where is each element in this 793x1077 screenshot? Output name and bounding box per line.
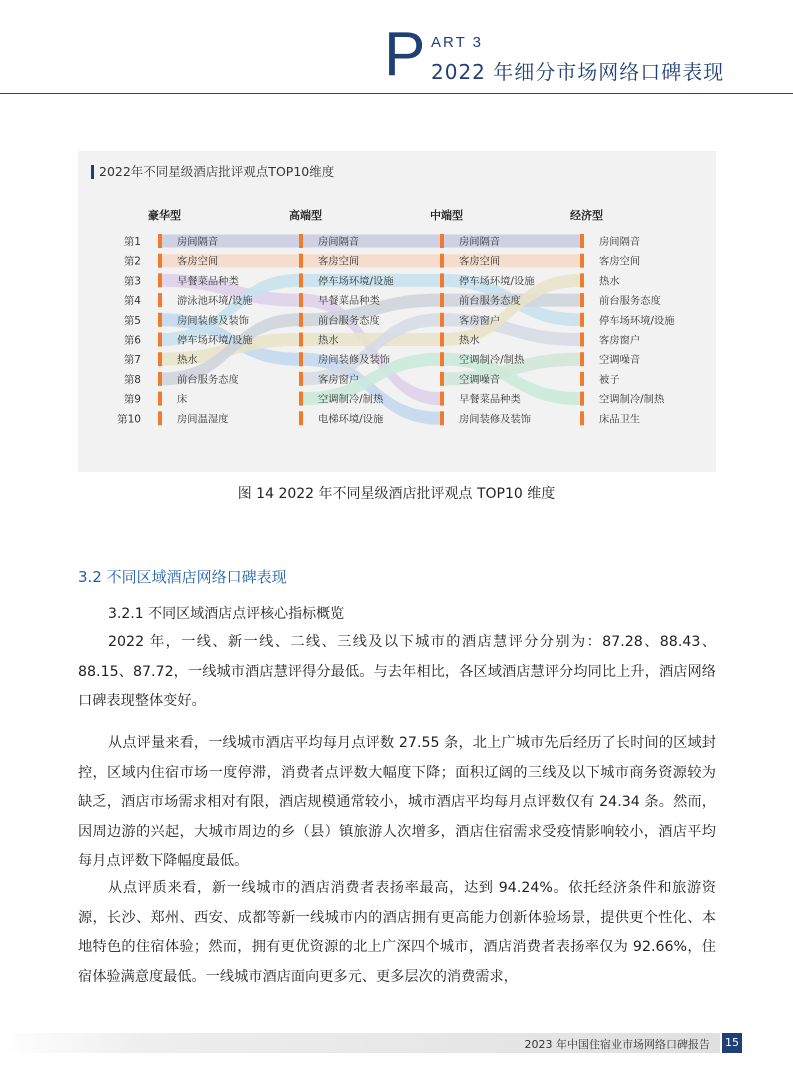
item-label: 房间隔音 [318,236,360,248]
rank-marker [158,333,162,347]
item-label: 停车场环境/设施 [177,334,253,347]
rank-marker [299,411,303,425]
ranking-flow-chart [0,0,793,480]
body-paragraph-1: 2022 年，一线、新一线、二线、三线及以下城市的酒店慧评分分别为：87.28、88.43、88.15、87.72，一线城市酒店慧评得分最低。与去年相比，各区域酒店慧评分均同比上升，酒店网络口碑表现整体变好。 [78,634,716,709]
item-label: 热水 [318,334,339,347]
item-label: 房间隔音 [177,236,219,248]
column-header: 豪华型 [148,209,181,222]
part-letter: P [384,20,426,89]
rank-marker [158,313,162,327]
rank-marker [580,254,584,268]
column-header: 高端型 [289,209,322,222]
page-number: 15 [722,1033,742,1053]
rank-marker [580,333,584,347]
rank-marker [580,234,584,248]
item-label: 空调噪音 [459,373,501,386]
body-paragraph-3: 从点评质来看，新一线城市的酒店消费者表扬率最高，达到 94.24%。依托经济条件和旅游资源，长沙、郑州、西安、成都等新一线城市内的酒店拥有更高能力创新体验场景，提供更个性化、本地特色的住宿体验；然而，拥有更优资源的北上广深四个城市，酒店消费者表扬率仅为 92.66%，住宿体验满意度最低。一线城市酒店面向更多元、更多层次的消费需求， [78,880,716,985]
rank-label: 第7 [123,354,141,367]
rank-label: 第1 [123,236,141,248]
section-heading: 3.2 不同区域酒店网络口碑表现 [78,568,287,586]
rank-marker [440,273,444,287]
item-label: 空调制冷/制热 [459,354,525,367]
rank-marker [299,234,303,248]
item-label: 客房空间 [318,255,360,268]
item-label: 停车场环境/设施 [459,275,535,288]
item-label: 房间装修及装饰 [177,314,250,327]
rank-marker [440,293,444,307]
item-label: 空调制冷/制热 [318,393,384,406]
rank-marker [440,372,444,386]
rank-marker [299,352,303,366]
item-label: 早餐菜品种类 [318,295,380,308]
rank-marker [440,333,444,347]
rank-label: 第2 [123,255,141,268]
item-label: 房间装修及装饰 [459,413,532,426]
rank-marker [440,234,444,248]
rank-marker [158,254,162,268]
rank-marker [580,273,584,287]
footer-report-title: 2023 年中国住宿业市场网络口碑报告 [524,1038,710,1051]
rank-marker [580,372,584,386]
item-label: 客房空间 [459,255,501,268]
part-label: ART 3 [431,34,483,51]
rank-marker [299,372,303,386]
rank-label: 第4 [123,295,141,308]
rank-marker [299,333,303,347]
rank-marker [158,234,162,248]
rank-marker [158,392,162,406]
item-label: 前台服务态度 [599,295,661,308]
item-label: 停车场环境/设施 [318,275,394,288]
rank-marker [158,352,162,366]
item-label: 被子 [599,373,620,386]
figure-caption: 图 14 2022 年不同星级酒店批评观点 TOP10 维度 [237,486,556,502]
rank-label: 第9 [123,393,141,406]
item-label: 客房窗户 [318,373,360,386]
item-label: 早餐菜品种类 [459,393,521,406]
rank-marker [580,392,584,406]
rank-marker [440,392,444,406]
rank-marker [580,293,584,307]
rank-marker [440,411,444,425]
item-label: 热水 [177,354,198,367]
rank-marker [158,372,162,386]
rank-label: 第6 [123,334,141,347]
item-label: 前台服务态度 [177,373,239,386]
rank-marker [158,273,162,287]
rank-marker [440,352,444,366]
item-label: 电梯环境/设施 [318,413,384,426]
item-label: 客房窗户 [459,314,501,327]
rank-label: 第5 [123,314,141,327]
rank-marker [299,273,303,287]
rank-marker [299,313,303,327]
item-label: 客房空间 [177,255,219,268]
item-label: 房间隔音 [459,236,501,248]
item-label: 房间装修及装饰 [318,354,391,367]
rank-label: 第8 [123,373,141,386]
rank-marker [299,392,303,406]
figure-inner-title: 2022年不同星级酒店批评观点TOP10维度 [91,165,334,179]
item-label: 床品卫生 [599,413,641,426]
rank-marker [158,293,162,307]
item-label: 客房窗户 [599,334,641,347]
item-label: 游泳池环境/设施 [177,295,253,308]
item-label: 空调制冷/制热 [599,393,665,406]
body-paragraph-2: 从点评量来看，一线城市酒店平均每月点评数 27.55 条，北上广城市先后经历了长时间的区域封控，区域内住宿市场一度停滞，消费者点评数大幅度下降；面积辽阔的三线及以下城市商务资源较为缺乏，酒店市场需求相对有限，酒店规模通常较小，城市酒店平均每月点评数仅有 24.34 条。然而，因周边游的兴起，大城市周边的乡（县）镇旅游人次增多，酒店住宿需求受疫情影响较小，酒店平均每月点评数下降幅度最低。 [78,735,716,869]
column-header: 经济型 [570,209,603,222]
rank-marker [299,254,303,268]
rank-label: 第10 [117,413,141,426]
rank-marker [580,352,584,366]
column-header: 中端型 [430,209,463,222]
item-label: 床 [177,393,188,406]
item-label: 热水 [459,334,480,347]
rank-marker [580,411,584,425]
item-label: 房间隔音 [599,236,641,248]
rank-marker [299,293,303,307]
item-label: 前台服务态度 [459,295,521,308]
item-label: 早餐菜品种类 [177,275,239,288]
rank-marker [580,313,584,327]
item-label: 停车场环境/设施 [599,314,675,327]
rank-marker [158,411,162,425]
item-label: 房间温湿度 [177,413,229,426]
item-label: 客房空间 [599,255,641,268]
item-label: 热水 [599,275,620,288]
rank-marker [440,254,444,268]
chapter-title: 2022 年细分市场网络口碑表现 [431,60,725,84]
item-label: 前台服务态度 [318,314,380,327]
rank-label: 第3 [123,275,141,288]
item-label: 空调噪音 [599,354,641,367]
subsection-heading: 3.2.1 不同区域酒店点评核心指标概览 [108,606,345,622]
rank-marker [440,313,444,327]
